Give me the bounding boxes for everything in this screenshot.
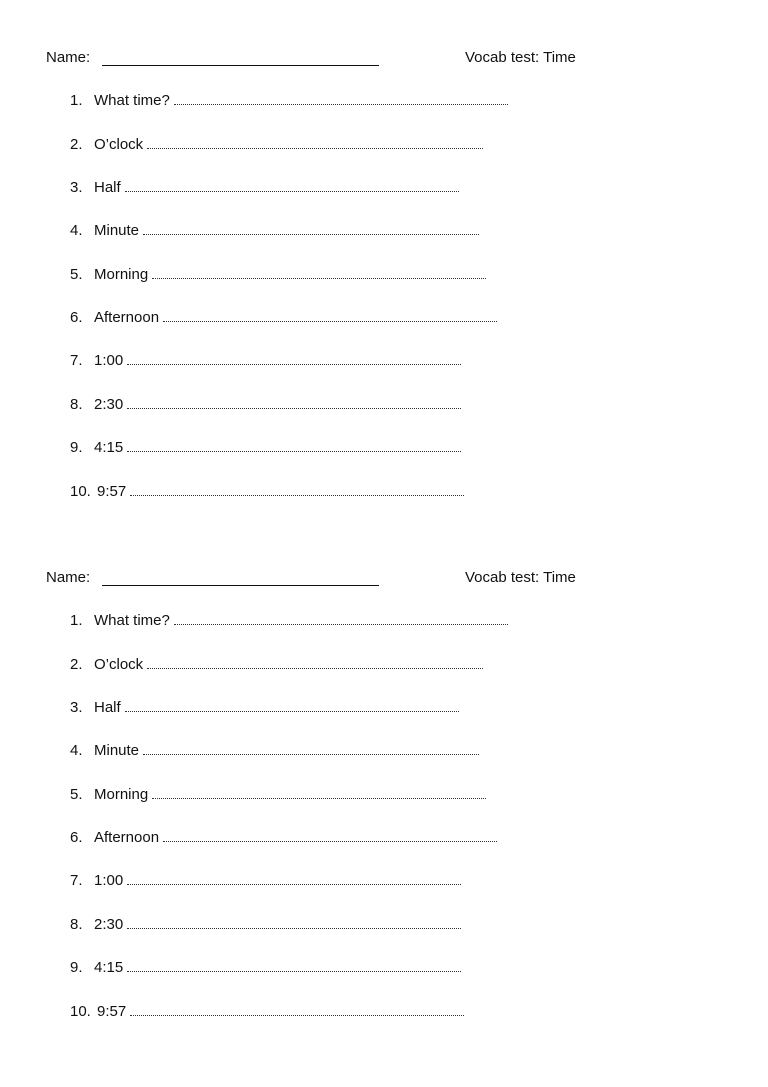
vocab-term: 9:57 (97, 483, 127, 500)
vocab-item (70, 92, 508, 112)
answer-dotted-line[interactable] (143, 751, 479, 755)
vocab-item (70, 916, 461, 936)
answer-dotted-line[interactable] (143, 231, 479, 235)
vocab-item (70, 352, 461, 372)
answer-dotted-line[interactable] (125, 188, 459, 192)
vocab-term: 1:00 (94, 872, 124, 889)
name-label: Name: (46, 569, 91, 586)
name-label: Name: (46, 49, 91, 66)
vocab-item (70, 656, 483, 676)
vocab-item (70, 309, 497, 329)
vocab-item (70, 439, 461, 459)
item-number: 8. (70, 916, 83, 933)
item-number: 5. (70, 786, 83, 803)
answer-dotted-line[interactable] (130, 492, 464, 496)
vocab-term: Afternoon (94, 309, 160, 326)
test-header (46, 569, 746, 591)
test-title: Vocab test: Time (465, 569, 576, 586)
answer-dotted-line[interactable] (127, 925, 461, 929)
vocab-term: 4:15 (94, 439, 124, 456)
item-number: 3. (70, 699, 83, 716)
answer-dotted-line[interactable] (127, 448, 461, 452)
answer-dotted-line[interactable] (147, 145, 483, 149)
vocab-term: Minute (94, 742, 140, 759)
vocab-item (70, 136, 483, 156)
vocab-term: 9:57 (97, 1003, 127, 1020)
answer-dotted-line[interactable] (125, 708, 459, 712)
answer-dotted-line[interactable] (174, 101, 508, 105)
answer-dotted-line[interactable] (152, 795, 486, 799)
answer-dotted-line[interactable] (127, 881, 461, 885)
test-header (46, 49, 746, 71)
name-blank-line[interactable] (102, 65, 379, 66)
vocab-item (70, 266, 486, 286)
vocab-item (70, 742, 479, 762)
vocab-term: 2:30 (94, 396, 124, 413)
item-number: 6. (70, 829, 83, 846)
item-number: 5. (70, 266, 83, 283)
answer-dotted-line[interactable] (127, 968, 461, 972)
item-number: 10. (70, 1003, 91, 1020)
item-number: 1. (70, 92, 83, 109)
answer-dotted-line[interactable] (152, 275, 486, 279)
vocab-term: Morning (94, 786, 149, 803)
vocab-term: What time? (94, 612, 170, 629)
vocab-term: 4:15 (94, 959, 124, 976)
vocab-item (70, 786, 486, 806)
vocab-item (70, 483, 464, 503)
vocab-term: 1:00 (94, 352, 124, 369)
vocab-term: Morning (94, 266, 149, 283)
answer-dotted-line[interactable] (147, 665, 483, 669)
vocab-item (70, 222, 479, 242)
item-number: 1. (70, 612, 83, 629)
item-number: 4. (70, 742, 83, 759)
vocab-term: What time? (94, 92, 170, 109)
item-number: 2. (70, 656, 83, 673)
vocab-term: O’clock (94, 656, 144, 673)
vocab-item (70, 612, 508, 632)
vocab-term: 2:30 (94, 916, 124, 933)
test-title: Vocab test: Time (465, 49, 576, 66)
answer-dotted-line[interactable] (127, 361, 461, 365)
item-number: 9. (70, 439, 83, 456)
item-number: 4. (70, 222, 83, 239)
vocab-item (70, 179, 459, 199)
item-number: 7. (70, 352, 83, 369)
vocab-item (70, 1003, 464, 1023)
answer-dotted-line[interactable] (163, 838, 497, 842)
item-number: 8. (70, 396, 83, 413)
vocab-item (70, 396, 461, 416)
vocab-item (70, 699, 459, 719)
vocab-item (70, 872, 461, 892)
vocab-term: O’clock (94, 136, 144, 153)
answer-dotted-line[interactable] (127, 405, 461, 409)
name-blank-line[interactable] (102, 585, 379, 586)
item-number: 10. (70, 483, 91, 500)
vocab-term: Half (94, 699, 121, 716)
item-number: 6. (70, 309, 83, 326)
vocab-term: Half (94, 179, 121, 196)
answer-dotted-line[interactable] (174, 621, 508, 625)
answer-dotted-line[interactable] (163, 318, 497, 322)
item-number: 2. (70, 136, 83, 153)
item-number: 7. (70, 872, 83, 889)
item-number: 3. (70, 179, 83, 196)
item-number: 9. (70, 959, 83, 976)
vocab-item (70, 959, 461, 979)
vocab-item (70, 829, 497, 849)
vocab-term: Minute (94, 222, 140, 239)
answer-dotted-line[interactable] (130, 1012, 464, 1016)
vocab-term: Afternoon (94, 829, 160, 846)
